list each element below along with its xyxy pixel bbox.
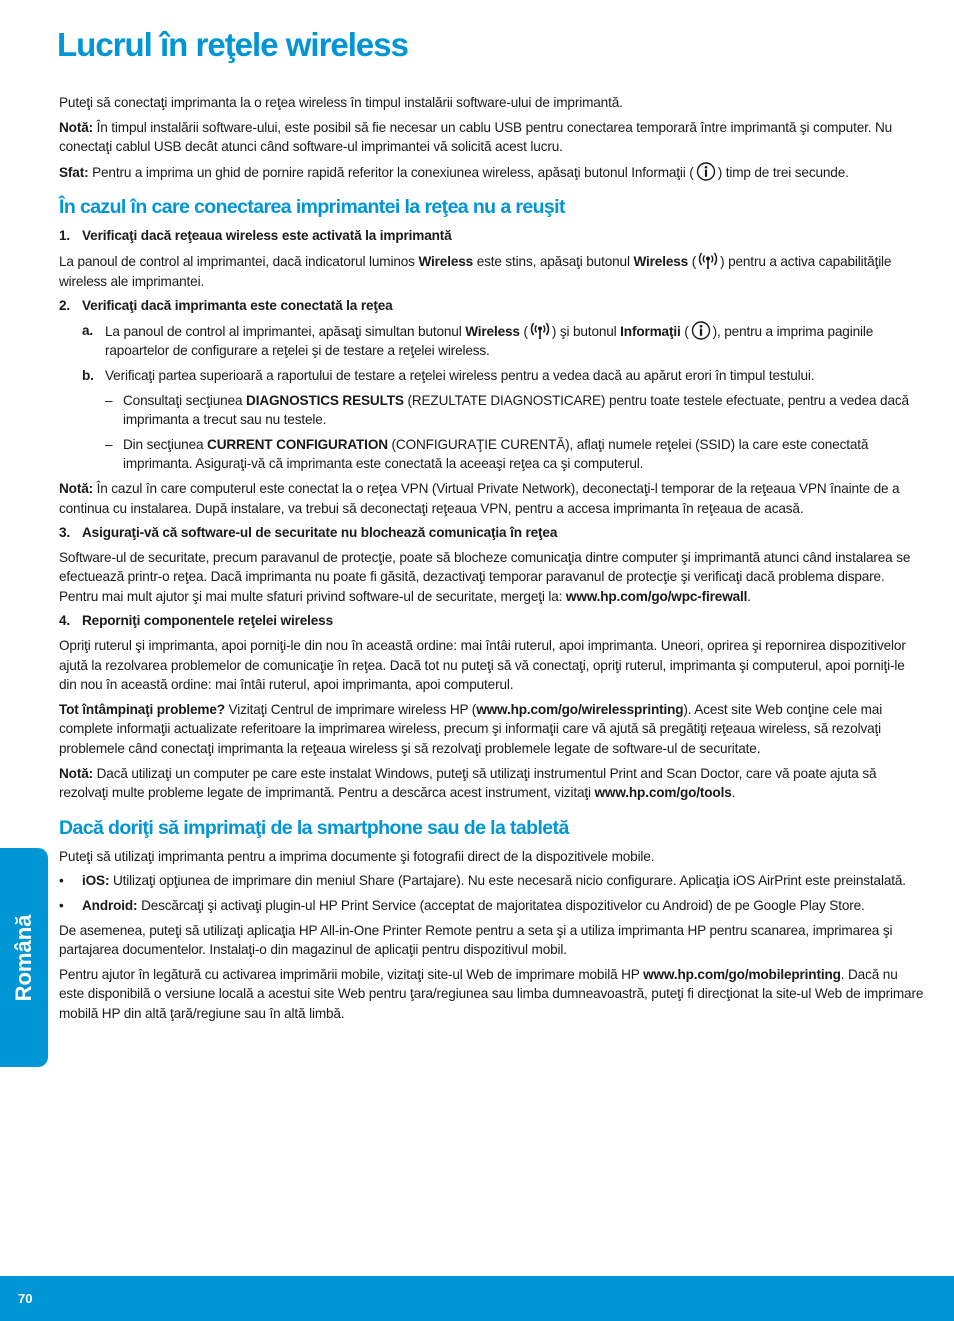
bullet-android: • Android: Descărcaţi şi activaţi plugin-ul HP Print Service (acceptat de majoritatea dispozitivelor cu Android) de pe Google Play Store. — [59, 898, 865, 913]
tip-paragraph: Sfat: Pentru a imprima un ghid de pornire rapidă referitor la conexiunea wireless, apăsaţi butonul Informaţii ( ) timp de trei secunde. — [59, 162, 925, 183]
step-3-text: Software-ul de securitate, precum paravanul de protecţie, poate să blocheze comunicaţia dintre computer şi imprimantă atunci când instalarea se efectuează printr-o reţea. Dacă imprimanta nu poate fi găsită, dezactivaţi temporar paravanul de protecţie şi verificaţi dacă problema dispare. Pentru mai mult ajutor şi mai multe sfaturi privind software-ul de securitate, mergeţi la: www.hp.com/go/wpc-firewall. — [59, 549, 911, 604]
step-4-text: Opriţi ruterul şi imprimanta, apoi porniţi-le din nou în această ordine: mai întâi ruterul, apoi imprimanta. Uneori, oprirea şi repornirea dispozitivelor ajută la rezolvarea problemelor de comunicaţie în reţea. Dacă tot nu puteţi să vă conectaţi, opriţi ruterul, imprimanta şi computerul, apoi porniţi-le din nou în această ordine: mai întâi ruterul, apoi imprimanta, apoi computerul. — [59, 638, 906, 693]
wireless-icon — [696, 251, 720, 270]
bullet-ios: • iOS: Utilizaţi opţiunea de imprimare din meniul Share (Partajare). Nu este necesară nicio configurare. Aplicaţia iOS AirPrint este preinstalată. — [59, 873, 906, 889]
step-2b-dash-1: – Consultaţi secţiunea DIAGNOSTICS RESULTS (REZULTATE DIAGNOSTICARE) pentru toate testele efectuate, pentru a vedea dacă imprimanta a trecut sau nu testele. — [105, 392, 909, 428]
step-2b-dash-2: – Din secţiunea CURRENT CONFIGURATION (CONFIGURAŢIE CURENTĂ), aflaţi numele reţelei (SSID) la care este conectată imprimanta. Asiguraţi-vă că imprimanta este conectată la aceeaşi reţea ca şi computerul. — [105, 436, 869, 472]
step-2a: a. La panoul de control al imprimantei, apăsaţi simultan butonul Wireless ( ) şi butonul Informaţii ( ), pentru a imprima paginile rapoartelor de configurare a reţelei şi de testare a reţelei wireless. — [82, 322, 874, 359]
note-usb: Notă: În timpul instalării software-ului, este posibil să fie necesar un cablu USB pentru conectarea temporară între imprimantă şi computer. Nu conectaţi cablul USB decât atunci când software-ul imprimantei vă solicită acest lucru. — [59, 119, 893, 155]
mobile-help-paragraph: Pentru ajutor în legătură cu activarea imprimării mobile, vizitaţi site-ul Web de imprimare mobilă HP www.hp.com/go/mobileprinting. Dacă nu este disponibilă o versiune locală a acestui site Web pentru ţara/regiunea sau limba dumneavoastră, puteţi fi direcţionat la site-ul Web de imprimare mobilă HP din altă ţară/regiune sau în altă limbă. — [59, 966, 924, 1021]
step-4-title: 4. Reporniţi componentele reţelei wireless — [59, 613, 333, 629]
step-2-title: 2. Verificaţi dacă imprimanta este conectată la reţea — [59, 298, 393, 314]
step-3-title: 3. Asiguraţi-vă că software-ul de securitate nu blochează comunicaţia în reţea — [59, 525, 558, 541]
wireless-icon — [528, 321, 552, 340]
section-heading-mobile: Dacă doriţi să imprimaţi de la smartphone sau de la tabletă — [59, 816, 569, 839]
step-2b: b. Verificaţi partea superioară a raportului de testare a reţelei wireless pentru a vedea dacă au apărut erori în timpul testului. — [82, 367, 815, 383]
info-icon — [689, 321, 713, 340]
footer-bar — [0, 1276, 954, 1321]
step-1-text: La panoul de control al imprimantei, dacă indicatorul luminos Wireless este stins, apăsaţi butonul Wireless ( ) pentru a activa capabilităţile wireless ale imprimantei. — [59, 251, 925, 291]
language-side-tab — [0, 848, 48, 1067]
wireless-printing-link[interactable]: www.hp.com/go/wirelessprinting — [476, 701, 684, 717]
tools-link[interactable]: www.hp.com/go/tools — [594, 785, 732, 801]
step-1-title: 1. Verificaţi dacă reţeaua wireless este activată la imprimantă — [59, 228, 452, 244]
note-print-scan-doctor: Notă: Dacă utilizaţi un computer pe care este instalat Windows, puteţi să utilizaţi instrumentul Print and Scan Doctor, care vă poate ajuta să rezolvaţi multe probleme legate de imprimantă. Pentru a descărca acest instrument, vizitaţi www.hp.com/go/tools. — [59, 765, 877, 801]
info-icon — [694, 162, 718, 181]
still-problems-paragraph: Tot întâmpinaţi probleme? Vizitaţi Centrul de imprimare wireless HP (www.hp.com/go/wirelessprinting). Acest site Web conţine cele mai complete informaţii actualizate referitoare la imprimarea wireless, precum şi informaţii care vă ajută să pregătiţi reţeaua wireless, să rezolvaţi problemele când conectaţi imprimanta la reţeaua wireless şi să rezolvaţi problemele legate de software-ul de securitate. — [59, 701, 883, 757]
page-title: Lucrul în reţele wireless — [57, 26, 408, 63]
intro-paragraph: Puteţi să conectaţi imprimanta la o reţea wireless în timpul instalării software-ului de imprimantă. — [59, 95, 623, 110]
printer-remote-paragraph: De asemenea, puteţi să utilizaţi aplicaţia HP All-in-One Printer Remote pentru a seta şi a utiliza imprimanta HP pentru scanarea, imprimarea şi partajarea documentelor. Instalaţi-o din magazinul de aplicaţii pentru dispozitivul mobil. — [59, 922, 893, 958]
mobile-printing-link[interactable]: www.hp.com/go/mobileprinting — [643, 966, 841, 982]
mobile-intro: Puteţi să utilizaţi imprimanta pentru a imprima documente şi fotografii direct de la dispozitivele mobile. — [59, 848, 655, 864]
page-number: 70 — [18, 1291, 33, 1306]
note-vpn: Notă: În cazul în care computerul este conectat la o reţea VPN (Virtual Private Network), deconectaţi-l temporar de la reţeaua VPN înainte de a continua cu instalarea. După instalare, va trebui să deconectaţi reţeaua VPN, pentru a accesa imprimanta în reţeaua de acasă. — [59, 480, 900, 516]
page-content — [59, 93, 925, 1029]
section-heading-troubleshoot: În cazul în care conectarea imprimantei la reţea nu a reuşit — [59, 196, 565, 219]
firewall-link[interactable]: www.hp.com/go/wpc-firewall — [565, 588, 748, 604]
language-label: Română — [11, 914, 36, 1001]
